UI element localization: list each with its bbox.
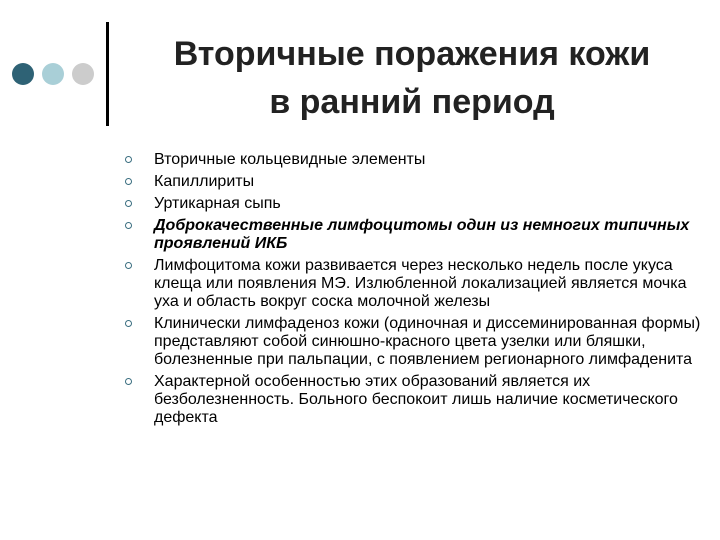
- title-line-2: в ранний период: [269, 83, 555, 121]
- ring-bullet-icon: [125, 222, 132, 229]
- list-item-text: Уртикарная сыпь: [154, 195, 281, 212]
- list-item: [125, 257, 705, 311]
- dot-light-blue: [42, 63, 64, 85]
- list-item-emphasized: [125, 217, 705, 253]
- list-item-text: Клинически лимфаденоз кожи (одиночная и диссеминированная формы) представляют собой синюшно-красного цвета узелки или бляшки, болезненные при пальпации, с появлением регионарного лимфаденита: [154, 315, 701, 368]
- title-line-1: Вторичные поражения кожи: [173, 35, 651, 73]
- list-item-text: Характерной особенностью этих образований является их безболезненность. Больного беспокоит лишь наличие косметического дефекта: [154, 373, 678, 426]
- list-item: [125, 373, 705, 427]
- ring-bullet-icon: [125, 178, 132, 185]
- dot-gray: [72, 63, 94, 85]
- list-item: [125, 173, 705, 191]
- list-item: [125, 195, 705, 213]
- ring-bullet-icon: [125, 262, 132, 269]
- ring-bullet-icon: [125, 320, 132, 327]
- ring-bullet-icon: [125, 156, 132, 163]
- bullet-list: [125, 151, 705, 431]
- list-item-text: Доброкачественные лимфоцитомы один из немногих типичных проявлений ИКБ: [154, 217, 690, 252]
- list-item-text: Лимфоцитома кожи развивается через несколько недель после укуса клеща или появления МЭ. Излюбленной локализацией является мочка уха и область вокруг соска молочной железы: [154, 257, 687, 310]
- list-item: [125, 151, 705, 169]
- ring-bullet-icon: [125, 200, 132, 207]
- list-item: [125, 315, 705, 369]
- list-item-text: Вторичные кольцевидные элементы: [154, 151, 426, 168]
- slide-title: [112, 30, 712, 126]
- title-divider: [106, 22, 109, 126]
- list-item-text: Капиллириты: [154, 173, 255, 190]
- dot-dark: [12, 63, 34, 85]
- decorative-dots: [12, 63, 102, 87]
- ring-bullet-icon: [125, 378, 132, 385]
